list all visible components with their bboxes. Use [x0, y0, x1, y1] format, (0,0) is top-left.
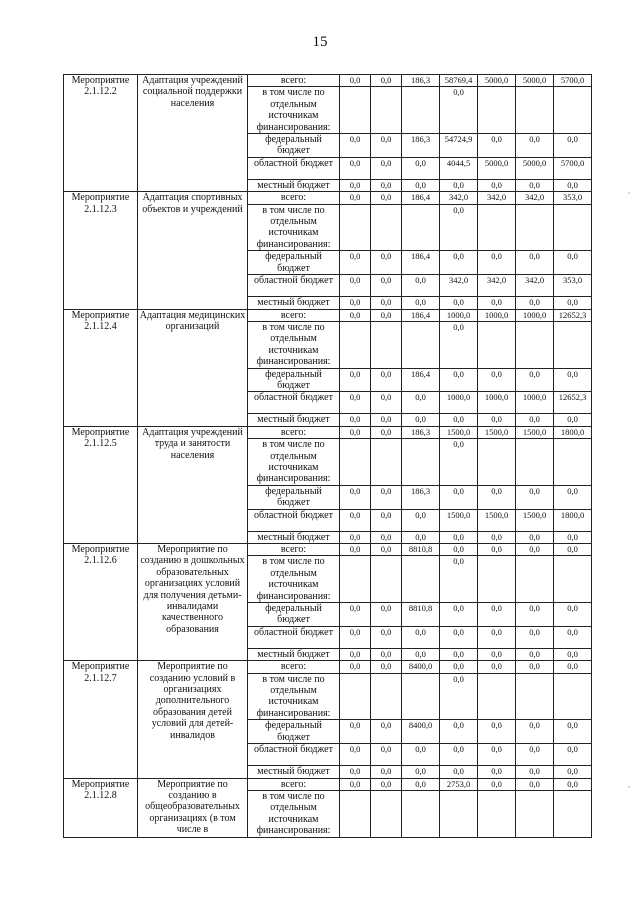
- funding-value: 0,0: [371, 509, 402, 531]
- funding-value: [340, 439, 371, 486]
- funding-value: [440, 790, 478, 837]
- funding-value: 0,0: [340, 157, 371, 179]
- funding-source-label: всего:: [248, 75, 340, 87]
- funding-value: 12652,3: [554, 392, 592, 414]
- funding-value: 0,0: [440, 251, 478, 275]
- funding-value: 0,0: [371, 531, 402, 543]
- funding-value: 0,0: [478, 251, 516, 275]
- funding-value: 342,0: [478, 275, 516, 297]
- funding-value: 0,0: [554, 179, 592, 191]
- funding-source-label: местный бюджет: [248, 766, 340, 778]
- funding-value: 186,3: [402, 75, 440, 87]
- funding-source-label: в том числе по отдельным источникам финансирования:: [248, 87, 340, 134]
- funding-value: 0,0: [478, 297, 516, 309]
- row-total: [64, 426, 592, 438]
- funding-value: 0,0: [340, 626, 371, 648]
- funding-source-label: местный бюджет: [248, 297, 340, 309]
- funding-value: 0,0: [440, 485, 478, 509]
- funding-value: [402, 673, 440, 720]
- funding-source-label: в том числе по отдельным источникам финансирования:: [248, 790, 340, 837]
- funding-source-label: областной бюджет: [248, 626, 340, 648]
- funding-value: [340, 790, 371, 837]
- funding-value: 0,0: [371, 744, 402, 766]
- funding-value: 0,0: [402, 275, 440, 297]
- funding-value: 0,0: [371, 626, 402, 648]
- funding-value: 0,0: [516, 766, 554, 778]
- funding-value: 0,0: [340, 778, 371, 790]
- funding-value: 186,3: [402, 134, 440, 158]
- funding-value: 0,0: [402, 157, 440, 179]
- event-code: Мероприятие 2.1.12.6: [64, 544, 138, 661]
- funding-value: 5700,0: [554, 75, 592, 87]
- funding-value: 353,0: [554, 275, 592, 297]
- event-name: Адаптация учреждений труда и занятости населения: [138, 426, 248, 543]
- funding-value: 0,0: [554, 766, 592, 778]
- funding-value: 0,0: [402, 179, 440, 191]
- funding-value: 0,0: [478, 603, 516, 627]
- funding-value: 0,0: [340, 485, 371, 509]
- funding-value: 0,0: [371, 485, 402, 509]
- funding-value: 0,0: [340, 766, 371, 778]
- funding-source-label: в том числе по отдельным источникам финансирования:: [248, 439, 340, 486]
- funding-value: 1000,0: [478, 309, 516, 321]
- funding-value: 8400,0: [402, 720, 440, 744]
- funding-value: 342,0: [440, 192, 478, 204]
- funding-value: 0,0: [478, 778, 516, 790]
- event-code: Мероприятие 2.1.12.2: [64, 75, 138, 192]
- funding-table-container: [63, 74, 591, 838]
- row-total: [64, 309, 592, 321]
- funding-source-label: федеральный бюджет: [248, 251, 340, 275]
- funding-value: 0,0: [516, 134, 554, 158]
- funding-value: 186,4: [402, 251, 440, 275]
- funding-value: 2753,0: [440, 778, 478, 790]
- funding-value: 1000,0: [478, 392, 516, 414]
- funding-source-label: всего:: [248, 192, 340, 204]
- funding-value: 0,0: [371, 414, 402, 426]
- funding-value: 0,0: [554, 626, 592, 648]
- funding-value: 1000,0: [440, 392, 478, 414]
- funding-value: 0,0: [440, 744, 478, 766]
- funding-value: 0,0: [371, 648, 402, 660]
- funding-value: 0,0: [478, 661, 516, 673]
- funding-value: 0,0: [371, 275, 402, 297]
- funding-value: [516, 87, 554, 134]
- funding-value: 0,0: [440, 673, 478, 720]
- funding-value: 0,0: [371, 603, 402, 627]
- funding-value: 0,0: [340, 75, 371, 87]
- funding-value: 0,0: [478, 720, 516, 744]
- funding-value: 0,0: [554, 744, 592, 766]
- funding-value: 0,0: [371, 766, 402, 778]
- funding-value: [402, 321, 440, 368]
- funding-value: 0,0: [554, 648, 592, 660]
- funding-value: 1000,0: [440, 309, 478, 321]
- event-name: Адаптация спортивных объектов и учреждений: [138, 192, 248, 309]
- row-total: [64, 544, 592, 556]
- funding-value: 0,0: [340, 309, 371, 321]
- funding-value: 0,0: [371, 544, 402, 556]
- funding-value: 0,0: [440, 648, 478, 660]
- funding-value: [402, 204, 440, 251]
- funding-value: 0,0: [340, 192, 371, 204]
- funding-value: [371, 321, 402, 368]
- funding-value: 0,0: [554, 603, 592, 627]
- funding-value: [402, 556, 440, 603]
- funding-value: 0,0: [554, 778, 592, 790]
- funding-source-label: в том числе по отдельным источникам финансирования:: [248, 556, 340, 603]
- funding-value: [371, 439, 402, 486]
- funding-value: [554, 87, 592, 134]
- funding-value: 0,0: [478, 544, 516, 556]
- funding-value: 0,0: [340, 426, 371, 438]
- funding-value: 58769,4: [440, 75, 478, 87]
- funding-value: 0,0: [554, 661, 592, 673]
- funding-value: [402, 87, 440, 134]
- funding-value: [516, 556, 554, 603]
- funding-value: 0,0: [516, 485, 554, 509]
- funding-value: 0,0: [440, 179, 478, 191]
- funding-value: 0,0: [402, 509, 440, 531]
- funding-value: 0,0: [402, 744, 440, 766]
- funding-value: 0,0: [402, 766, 440, 778]
- funding-value: 0,0: [516, 720, 554, 744]
- funding-value: [371, 204, 402, 251]
- funding-value: [402, 439, 440, 486]
- funding-value: [478, 204, 516, 251]
- funding-value: 342,0: [478, 192, 516, 204]
- funding-value: [554, 321, 592, 368]
- funding-value: [554, 439, 592, 486]
- funding-value: 0,0: [340, 661, 371, 673]
- funding-value: 0,0: [554, 134, 592, 158]
- funding-value: [340, 556, 371, 603]
- funding-value: 0,0: [478, 766, 516, 778]
- funding-value: [478, 321, 516, 368]
- funding-value: 0,0: [340, 134, 371, 158]
- funding-value: 0,0: [478, 179, 516, 191]
- funding-value: [516, 790, 554, 837]
- funding-table: [63, 74, 592, 838]
- funding-source-label: федеральный бюджет: [248, 134, 340, 158]
- funding-value: 1500,0: [478, 509, 516, 531]
- funding-value: 0,0: [340, 392, 371, 414]
- funding-value: 0,0: [340, 744, 371, 766]
- row-total: [64, 778, 592, 790]
- row-total: [64, 75, 592, 87]
- funding-source-label: всего:: [248, 661, 340, 673]
- funding-value: 0,0: [371, 192, 402, 204]
- funding-source-label: в том числе по отдельным источникам финансирования:: [248, 204, 340, 251]
- funding-source-label: местный бюджет: [248, 179, 340, 191]
- funding-value: 1500,0: [478, 426, 516, 438]
- funding-value: 0,0: [402, 778, 440, 790]
- funding-value: 0,0: [371, 368, 402, 392]
- funding-value: 0,0: [554, 297, 592, 309]
- funding-source-label: областной бюджет: [248, 392, 340, 414]
- funding-value: 5000,0: [478, 75, 516, 87]
- funding-value: 186,3: [402, 426, 440, 438]
- funding-value: [402, 790, 440, 837]
- funding-value: 0,0: [440, 439, 478, 486]
- funding-value: 186,4: [402, 368, 440, 392]
- row-total: [64, 192, 592, 204]
- funding-value: 0,0: [402, 392, 440, 414]
- funding-value: [554, 673, 592, 720]
- funding-value: 0,0: [440, 87, 478, 134]
- event-code: Мероприятие 2.1.12.4: [64, 309, 138, 426]
- funding-value: [340, 321, 371, 368]
- funding-value: 0,0: [402, 414, 440, 426]
- funding-value: [340, 87, 371, 134]
- funding-value: 1800,0: [554, 509, 592, 531]
- funding-value: 186,4: [402, 309, 440, 321]
- funding-source-label: в том числе по отдельным источникам финансирования:: [248, 673, 340, 720]
- funding-value: 0,0: [340, 531, 371, 543]
- funding-value: 12652,3: [554, 309, 592, 321]
- funding-source-label: областной бюджет: [248, 509, 340, 531]
- funding-value: 0,0: [478, 368, 516, 392]
- funding-value: 0,0: [340, 648, 371, 660]
- funding-value: [516, 321, 554, 368]
- funding-value: 0,0: [371, 778, 402, 790]
- funding-value: [554, 204, 592, 251]
- funding-value: [340, 673, 371, 720]
- funding-value: 0,0: [516, 603, 554, 627]
- funding-source-label: всего:: [248, 426, 340, 438]
- event-code: Мероприятие 2.1.12.5: [64, 426, 138, 543]
- funding-value: 186,3: [402, 485, 440, 509]
- funding-value: 0,0: [440, 368, 478, 392]
- funding-value: 0,0: [554, 251, 592, 275]
- funding-value: 0,0: [516, 179, 554, 191]
- funding-value: 0,0: [340, 179, 371, 191]
- funding-value: 0,0: [478, 744, 516, 766]
- funding-value: 0,0: [478, 485, 516, 509]
- funding-source-label: областной бюджет: [248, 157, 340, 179]
- funding-source-label: местный бюджет: [248, 531, 340, 543]
- funding-value: 0,0: [371, 426, 402, 438]
- margin-mark: ,: [628, 186, 630, 195]
- funding-value: 0,0: [440, 414, 478, 426]
- funding-value: [371, 673, 402, 720]
- funding-value: 0,0: [516, 414, 554, 426]
- funding-value: 0,0: [516, 626, 554, 648]
- funding-value: 0,0: [340, 251, 371, 275]
- funding-value: 0,0: [340, 275, 371, 297]
- funding-value: 0,0: [478, 531, 516, 543]
- funding-value: 0,0: [371, 309, 402, 321]
- funding-value: 342,0: [516, 275, 554, 297]
- event-code: Мероприятие 2.1.12.7: [64, 661, 138, 778]
- funding-source-label: областной бюджет: [248, 744, 340, 766]
- funding-value: 0,0: [440, 531, 478, 543]
- funding-value: 0,0: [340, 368, 371, 392]
- funding-value: 0,0: [516, 531, 554, 543]
- funding-value: 0,0: [478, 414, 516, 426]
- funding-value: [340, 204, 371, 251]
- funding-value: 0,0: [478, 134, 516, 158]
- funding-value: [516, 204, 554, 251]
- funding-value: 1000,0: [516, 309, 554, 321]
- funding-source-label: федеральный бюджет: [248, 368, 340, 392]
- funding-value: 0,0: [340, 603, 371, 627]
- funding-table-body: [64, 75, 592, 838]
- funding-value: 0,0: [516, 744, 554, 766]
- funding-value: [371, 790, 402, 837]
- funding-value: 54724,9: [440, 134, 478, 158]
- funding-value: 0,0: [440, 297, 478, 309]
- funding-value: [516, 673, 554, 720]
- funding-value: [371, 87, 402, 134]
- funding-value: 0,0: [516, 778, 554, 790]
- funding-value: 0,0: [340, 720, 371, 744]
- funding-value: 0,0: [402, 626, 440, 648]
- funding-value: 0,0: [371, 297, 402, 309]
- funding-value: 0,0: [340, 414, 371, 426]
- funding-value: 0,0: [371, 179, 402, 191]
- funding-value: 0,0: [554, 414, 592, 426]
- funding-value: 0,0: [371, 251, 402, 275]
- funding-value: [478, 790, 516, 837]
- event-code: Мероприятие 2.1.12.3: [64, 192, 138, 309]
- funding-value: 0,0: [554, 720, 592, 744]
- funding-value: 0,0: [516, 648, 554, 660]
- row-total: [64, 661, 592, 673]
- funding-value: 0,0: [440, 556, 478, 603]
- funding-value: [554, 556, 592, 603]
- funding-source-label: федеральный бюджет: [248, 485, 340, 509]
- funding-value: 0,0: [402, 648, 440, 660]
- funding-value: [516, 439, 554, 486]
- funding-value: 1500,0: [440, 426, 478, 438]
- funding-source-label: местный бюджет: [248, 648, 340, 660]
- funding-value: [554, 790, 592, 837]
- funding-value: 0,0: [554, 485, 592, 509]
- funding-value: 1500,0: [516, 426, 554, 438]
- funding-value: 0,0: [516, 661, 554, 673]
- funding-value: 1500,0: [440, 509, 478, 531]
- funding-value: 0,0: [371, 75, 402, 87]
- funding-source-label: федеральный бюджет: [248, 720, 340, 744]
- funding-value: 0,0: [516, 544, 554, 556]
- funding-value: 0,0: [371, 392, 402, 414]
- funding-value: 0,0: [402, 297, 440, 309]
- funding-value: 0,0: [440, 661, 478, 673]
- event-name: Адаптация медицинских организаций: [138, 309, 248, 426]
- funding-value: 1800,0: [554, 426, 592, 438]
- funding-value: 0,0: [440, 720, 478, 744]
- funding-source-label: местный бюджет: [248, 414, 340, 426]
- funding-value: 0,0: [554, 544, 592, 556]
- funding-value: 0,0: [440, 603, 478, 627]
- funding-value: 0,0: [440, 766, 478, 778]
- funding-value: 5000,0: [516, 157, 554, 179]
- funding-value: 0,0: [371, 720, 402, 744]
- funding-value: 0,0: [516, 297, 554, 309]
- funding-value: [478, 87, 516, 134]
- funding-source-label: всего:: [248, 544, 340, 556]
- funding-value: 0,0: [554, 368, 592, 392]
- funding-source-label: федеральный бюджет: [248, 603, 340, 627]
- funding-value: 5000,0: [478, 157, 516, 179]
- funding-value: 8810,8: [402, 544, 440, 556]
- funding-value: 0,0: [478, 648, 516, 660]
- funding-value: 342,0: [440, 275, 478, 297]
- funding-source-label: всего:: [248, 309, 340, 321]
- funding-value: 0,0: [440, 626, 478, 648]
- funding-value: [478, 556, 516, 603]
- funding-value: 0,0: [440, 544, 478, 556]
- funding-value: [371, 556, 402, 603]
- event-name: Мероприятие по созданию в общеобразовательных организациях (в том числе в: [138, 778, 248, 837]
- funding-value: 0,0: [440, 321, 478, 368]
- funding-value: 8400,0: [402, 661, 440, 673]
- funding-value: 1500,0: [516, 509, 554, 531]
- funding-value: 0,0: [340, 509, 371, 531]
- funding-value: 0,0: [440, 204, 478, 251]
- funding-value: 5700,0: [554, 157, 592, 179]
- funding-value: 0,0: [516, 251, 554, 275]
- funding-value: 0,0: [371, 134, 402, 158]
- funding-source-label: областной бюджет: [248, 275, 340, 297]
- funding-value: 4044,5: [440, 157, 478, 179]
- event-name: Мероприятие по созданию в дошкольных образовательных организациях условий для получения детьми-инвалидами качественного образования: [138, 544, 248, 661]
- funding-value: 0,0: [371, 157, 402, 179]
- funding-value: 342,0: [516, 192, 554, 204]
- funding-value: 0,0: [340, 544, 371, 556]
- funding-source-label: в том числе по отдельным источникам финансирования:: [248, 321, 340, 368]
- funding-value: 353,0: [554, 192, 592, 204]
- event-name: Адаптация учреждений социальной поддержки населения: [138, 75, 248, 192]
- funding-source-label: всего:: [248, 778, 340, 790]
- page-number: 15: [312, 34, 328, 50]
- event-code: Мероприятие 2.1.12.8: [64, 778, 138, 837]
- funding-value: 0,0: [371, 661, 402, 673]
- margin-mark: ,: [628, 780, 630, 789]
- funding-value: 186,4: [402, 192, 440, 204]
- funding-value: 5000,0: [516, 75, 554, 87]
- funding-value: 0,0: [340, 297, 371, 309]
- event-name: Мероприятие по созданию условий в организациях дополнительного образования детей условий для детей-инвалидов: [138, 661, 248, 778]
- funding-value: 0,0: [402, 531, 440, 543]
- funding-value: 0,0: [478, 626, 516, 648]
- funding-value: 0,0: [554, 531, 592, 543]
- funding-value: [478, 439, 516, 486]
- funding-value: 1000,0: [516, 392, 554, 414]
- funding-value: 0,0: [516, 368, 554, 392]
- funding-value: [478, 673, 516, 720]
- funding-value: 8810,8: [402, 603, 440, 627]
